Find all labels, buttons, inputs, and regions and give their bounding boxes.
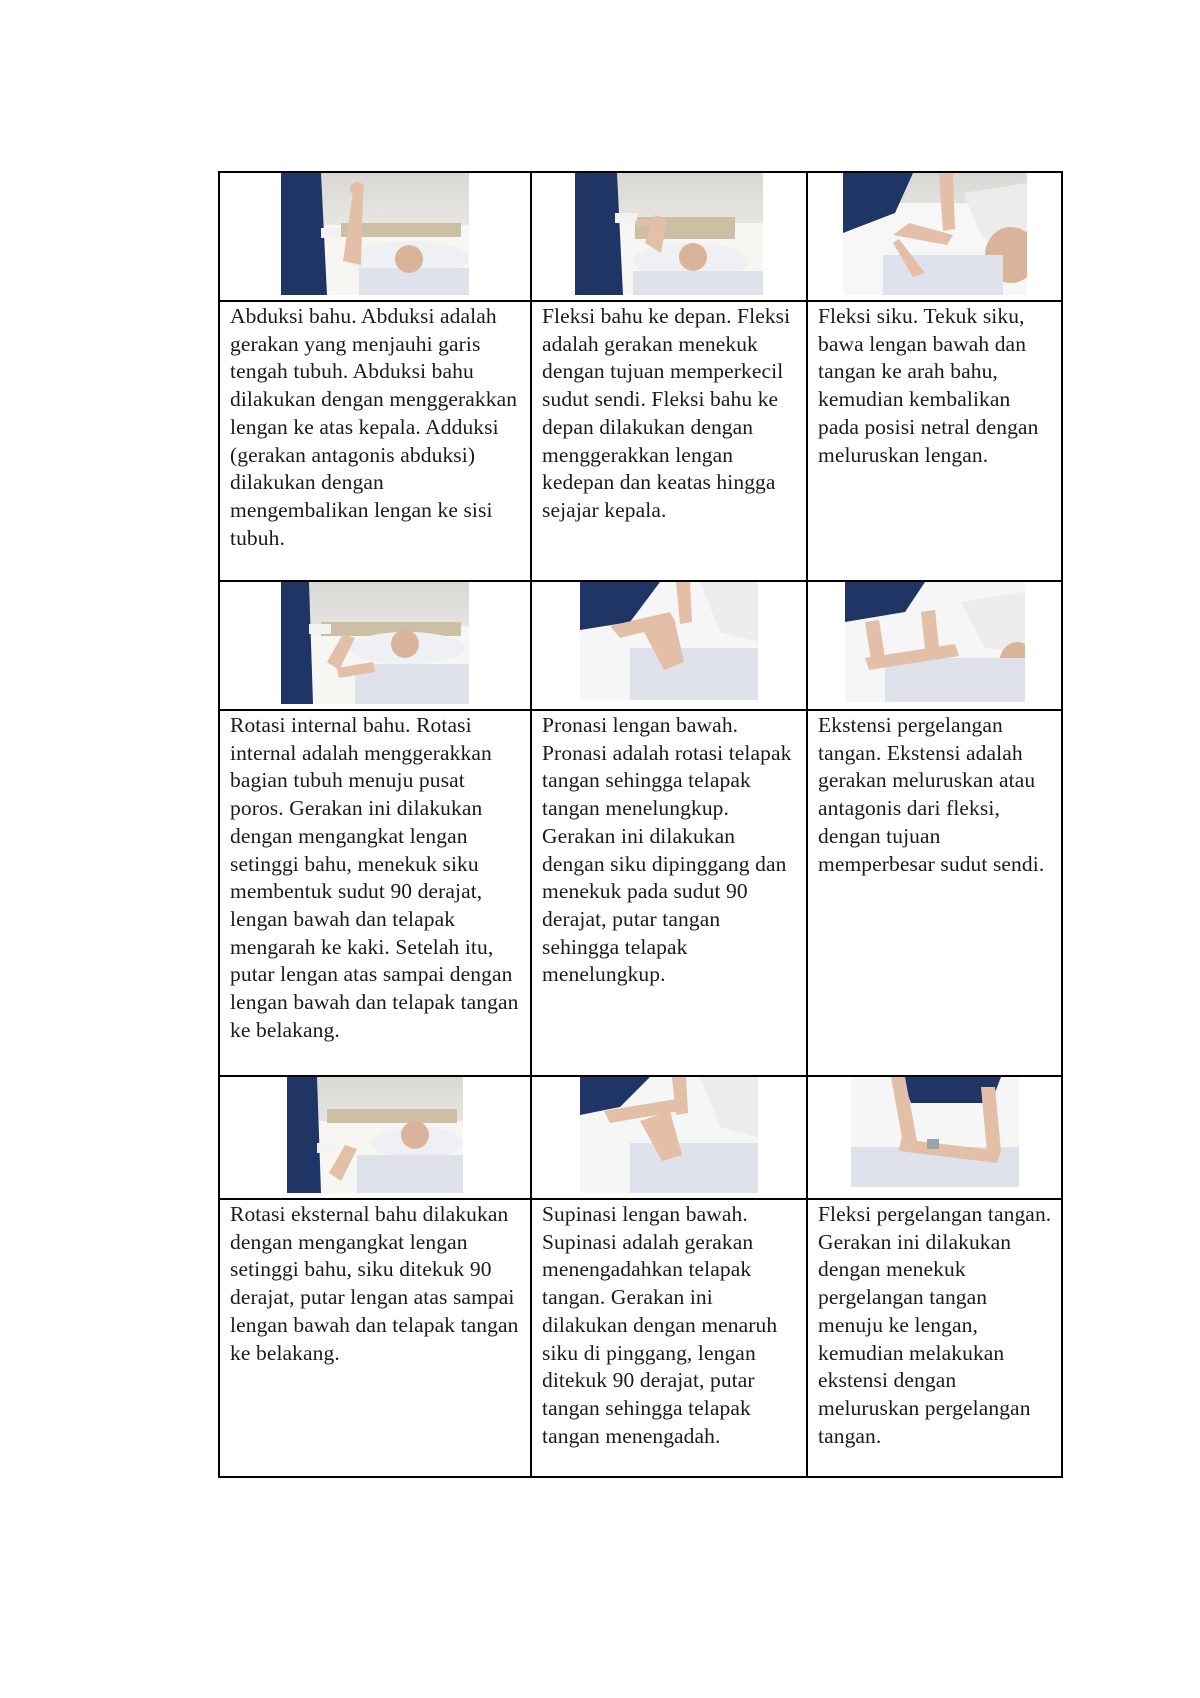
photo-wrist-extension: [845, 582, 1025, 702]
photo-wrist-flexion: [851, 1077, 1019, 1187]
photo-shoulder-abduction: [281, 173, 469, 295]
description-fleksi-bahu: [531, 301, 807, 581]
photo-cell: [531, 172, 807, 301]
description-pronasi: [531, 710, 807, 1076]
description-text: Abduksi bahu. Abduksi adalah gerakan yang menjauhi garis tengah tubuh. Abduksi bahu dilakukan dengan menggerakkan lengan ke atas kepala. Adduksi (gerakan antagonis abduksi) dilakukan dengan mengembalikan lengan ke sisi tubuh.: [230, 304, 518, 550]
description-text: Pronasi lengan bawah. Pronasi adalah rotasi telapak tangan sehingga telapak tangan menelungkup. Gerakan ini dilakukan dengan siku dipinggang dan menekuk pada sudut 90 derajat, putar tangan sehingga telapak menelungkup.: [542, 713, 792, 987]
description-rotasi-eksternal: [219, 1199, 531, 1477]
photo-external-rotation: [287, 1077, 463, 1193]
description-abduksi-bahu: [219, 301, 531, 581]
photo-shoulder-flexion: [575, 173, 763, 295]
description-text: Fleksi siku. Tekuk siku, bawa lengan bawah dan tangan ke arah bahu, kemudian kembalikan pada posisi netral dengan meluruskan lengan.: [818, 304, 1039, 467]
photo-row: [219, 581, 1062, 710]
photo-forearm-pronation: [580, 582, 758, 700]
photo-forearm-supination: [580, 1077, 758, 1193]
description-ekstensi-pergelangan: [807, 710, 1062, 1076]
photo-internal-rotation: [281, 582, 469, 704]
photo-cell: [807, 581, 1062, 710]
photo-cell: [807, 1076, 1062, 1199]
description-fleksi-siku: [807, 301, 1062, 581]
exercise-table: [218, 171, 1063, 1478]
text-row: [219, 1199, 1062, 1477]
description-fleksi-pergelangan: [807, 1199, 1062, 1477]
description-supinasi: [531, 1199, 807, 1477]
photo-elbow-flexion: [843, 173, 1027, 295]
description-text: Rotasi internal bahu. Rotasi internal adalah menggerakkan bagian tubuh menuju pusat poros. Gerakan ini dilakukan dengan mengangkat lengan setinggi bahu, menekuk siku membentuk sudut 90 derajat, lengan bawah dan telapak mengarah ke kaki. Setelah itu, putar lengan atas sampai dengan lengan bawah dan telapak tangan ke belakang.: [230, 713, 519, 1042]
description-text: Fleksi pergelangan tangan. Gerakan ini dilakukan dengan menekuk pergelangan tangan menuju ke lengan, kemudian melakukan ekstensi dengan meluruskan pergelangan tangan.: [818, 1202, 1052, 1448]
description-text: Rotasi eksternal bahu dilakukan dengan mengangkat lengan setinggi bahu, siku ditekuk 90 derajat, putar lengan atas sampai lengan bawah dan telapak tangan ke belakang.: [230, 1202, 519, 1365]
photo-cell: [219, 172, 531, 301]
photo-row: [219, 172, 1062, 301]
photo-cell: [219, 581, 531, 710]
text-row: [219, 301, 1062, 581]
description-rotasi-internal: [219, 710, 531, 1076]
description-text: Supinasi lengan bawah. Supinasi adalah gerakan menengadahkan telapak tangan. Gerakan ini dilakukan dengan menaruh siku di pinggang, lengan ditekuk 90 derajat, putar tangan sehingga telapak tangan menengadah.: [542, 1202, 778, 1448]
photo-cell: [531, 581, 807, 710]
photo-cell: [807, 172, 1062, 301]
description-text: Ekstensi pergelangan tangan. Ekstensi adalah gerakan meluruskan atau antagonis dari fleksi, dengan tujuan memperbesar sudut sendi.: [818, 713, 1045, 876]
photo-row: [219, 1076, 1062, 1199]
description-text: Fleksi bahu ke depan. Fleksi adalah gerakan menekuk dengan tujuan memperkecil sudut sendi. Fleksi bahu ke depan dilakukan dengan menggerakkan lengan kedepan dan keatas hingga sejajar kepala.: [542, 304, 791, 522]
photo-cell: [531, 1076, 807, 1199]
photo-cell: [219, 1076, 531, 1199]
text-row: [219, 710, 1062, 1076]
